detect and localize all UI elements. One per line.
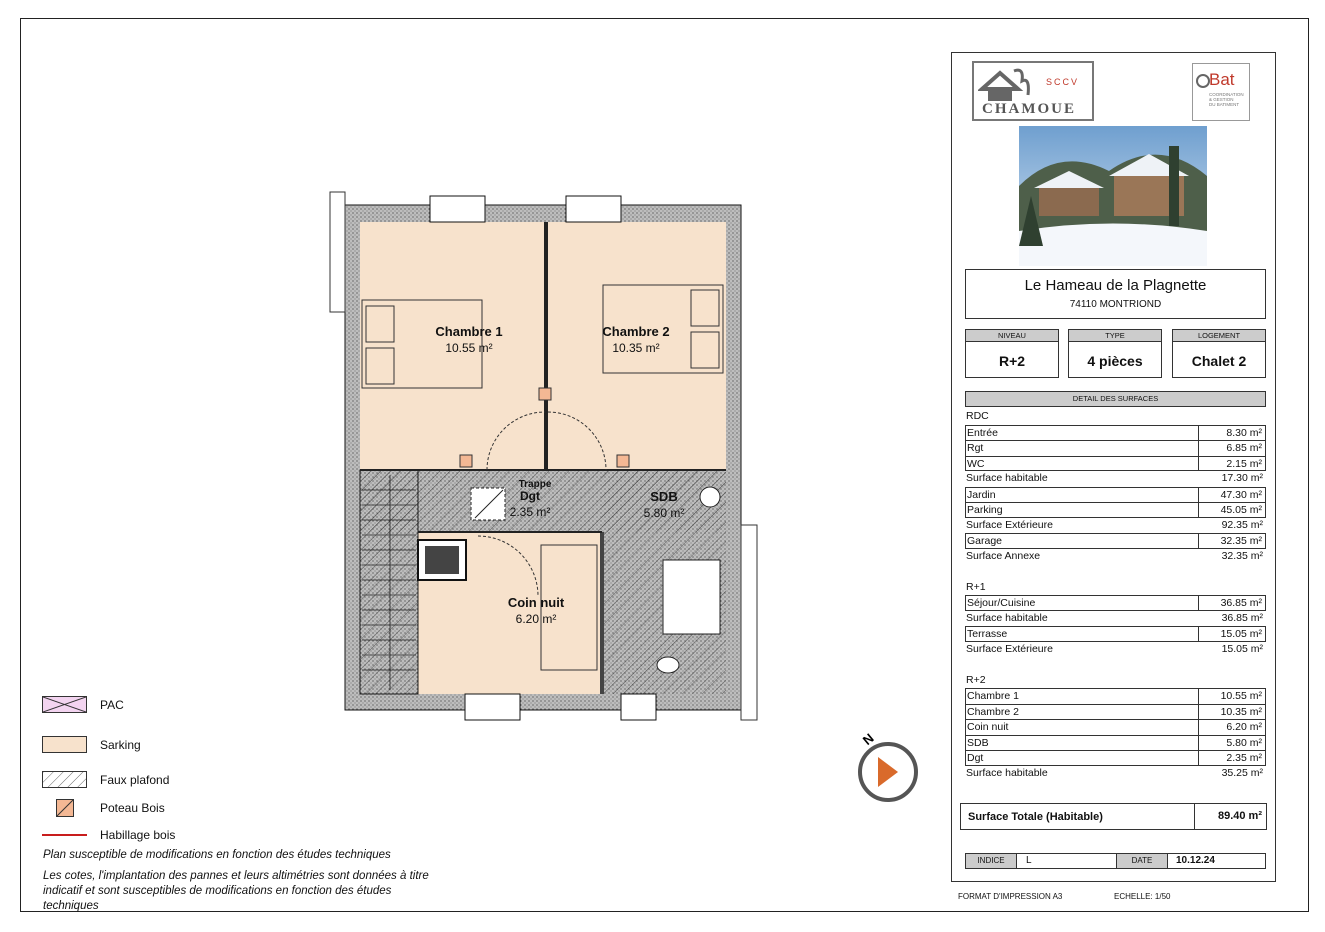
surface-row (965, 704, 1266, 720)
area-coin-nuit: 6.20 m² (515, 612, 557, 626)
house-icon (978, 65, 1038, 105)
partition-center (544, 222, 548, 470)
surface-row (965, 471, 1266, 487)
niveau-value: R+2 (998, 353, 1026, 369)
date-label: DATE (1116, 854, 1168, 868)
surface-label: Rgt (967, 442, 984, 454)
legend-item-sarking (42, 736, 141, 753)
shower (663, 560, 720, 634)
surface-row (965, 611, 1266, 627)
indice-box (965, 853, 1266, 869)
svg-text:N: N (859, 730, 877, 748)
type-value: 4 pièces (1087, 353, 1143, 369)
surface-label: Surface Annexe (966, 549, 1041, 562)
logo-sccv-text: SCCV (1046, 77, 1080, 87)
total-box (960, 803, 1267, 830)
niveau-box (965, 329, 1059, 378)
surface-row (965, 750, 1266, 766)
surface-value: 32.35 m² (1220, 535, 1262, 547)
surface-label: Parking (967, 504, 1003, 516)
surface-row (965, 425, 1266, 441)
area-chambre-1: 10.55 m² (445, 341, 493, 355)
legend-item-faux-plafond (42, 771, 169, 788)
surface-value: 32.35 m² (1221, 549, 1263, 562)
surface-row (965, 626, 1266, 642)
poteau-bois (539, 388, 551, 400)
label-dgt: Dgt (520, 489, 540, 503)
surface-label: Chambre 2 (967, 705, 1019, 718)
surface-value: 15.05 m² (1221, 642, 1263, 655)
surface-label: Terrasse (967, 628, 1008, 640)
legend-label: PAC (100, 697, 124, 712)
legend-swatch-pac (42, 696, 87, 713)
toilet (657, 657, 679, 673)
project-city: 74110 MONTRIOND (1069, 299, 1162, 310)
surface-value: 10.55 m² (1220, 690, 1262, 702)
surface-value: 6.20 m² (1226, 721, 1262, 733)
cg-mark-icon (1196, 72, 1210, 90)
surface-row (965, 719, 1266, 735)
surface-label: Surface habitable (966, 766, 1048, 779)
surface-value: 5.80 m² (1226, 736, 1262, 749)
total-value: 89.40 m² (1217, 810, 1262, 822)
legend-swatch-poteau-bois (56, 799, 74, 817)
section-title: R+1 (966, 580, 986, 593)
date-value: 10.12.24 (1176, 855, 1215, 866)
logement-value: Chalet 2 (1191, 353, 1247, 369)
logement-header: LOGEMENT (1173, 330, 1265, 342)
legend-swatch-faux-plafond (42, 771, 87, 788)
surface-label: Surface habitable (966, 611, 1048, 624)
surface-row (965, 549, 1266, 565)
label-coin-nuit: Coin nuit (507, 595, 565, 610)
total-label: Surface Totale (Habitable) (968, 811, 1103, 823)
surface-label: Séjour/Cuisine (967, 597, 1036, 609)
logo-bat-text: Bat (1209, 70, 1235, 89)
north-compass (860, 730, 916, 800)
surface-value: 47.30 m² (1220, 488, 1262, 501)
surface-value: 35.25 m² (1221, 766, 1263, 779)
legend-item-pac (42, 696, 124, 713)
surface-row (965, 518, 1266, 534)
surface-value: 45.05 m² (1220, 504, 1262, 516)
sccv-chamoue-logo (972, 61, 1094, 121)
area-chambre-2: 10.35 m² (612, 341, 660, 355)
staircase (360, 470, 418, 694)
surface-row (965, 440, 1266, 456)
section-title: RDC (966, 410, 989, 422)
note-1: Plan susceptible de modifications en fonction des études techniques (43, 849, 391, 861)
logement-box (1172, 329, 1266, 378)
surface-row (965, 502, 1266, 518)
surface-row (965, 642, 1266, 658)
section-title: R+2 (966, 673, 986, 686)
surface-label: Surface Extérieure (966, 518, 1053, 531)
surface-label: WC (967, 457, 985, 470)
surface-label: Jardin (967, 488, 996, 501)
surface-row (965, 735, 1266, 751)
project-photo (1019, 126, 1207, 266)
logo-sub-1: COORDINATION (1209, 92, 1244, 97)
surface-value: 2.35 m² (1226, 752, 1262, 764)
surface-label: Surface habitable (966, 472, 1048, 484)
surface-label: Chambre 1 (967, 690, 1019, 702)
logo-chamoue-text: CHAMOUE (982, 101, 1076, 117)
print-scale: ECHELLE: 1/50 (1114, 892, 1171, 901)
title-block (951, 52, 1276, 882)
logo-sub-3: DU BATIMENT (1209, 102, 1240, 107)
area-dgt: 2.35 m² (509, 505, 551, 519)
project-name: Le Hameau de la Plagnette (1024, 277, 1207, 294)
project-box (965, 269, 1266, 319)
surface-row (965, 595, 1266, 611)
legend-label: Poteau Bois (100, 801, 165, 815)
legend-swatch-sarking (42, 736, 87, 753)
note-2: Les cotes, l'implantation des pannes et leurs altimétries sont données à titre indicatif et sont susceptibles de modifications en fonction des études techniques (43, 870, 429, 912)
notes (43, 848, 463, 914)
legend-label: Habillage bois (100, 828, 176, 842)
surface-value: 15.05 m² (1220, 628, 1262, 640)
surface-value: 36.85 m² (1220, 597, 1262, 609)
legend-item-habillage-bois (42, 828, 175, 842)
surface-label: Surface Extérieure (966, 642, 1053, 655)
surface-value: 36.85 m² (1221, 611, 1263, 624)
partition-coin-nuit (600, 532, 604, 694)
wash-basin (700, 487, 720, 507)
surface-value: 6.85 m² (1226, 442, 1262, 454)
surface-table (965, 409, 1266, 781)
indice-label: INDICE (966, 854, 1017, 868)
surface-row (965, 533, 1266, 549)
type-header: TYPE (1069, 330, 1161, 342)
surface-label: Dgt (967, 752, 984, 764)
print-format: FORMAT D'IMPRESSION A3 (958, 892, 1063, 901)
surface-value: 17.30 m² (1221, 472, 1263, 484)
surface-label: Entrée (967, 426, 998, 439)
niveau-header: NIVEAU (966, 330, 1058, 342)
area-sdb: 5.80 m² (643, 506, 685, 520)
surface-value: 8.30 m² (1226, 426, 1262, 439)
indice-value: L (1026, 855, 1032, 866)
surface-value: 10.35 m² (1220, 705, 1262, 718)
surface-label: Coin nuit (967, 721, 1009, 733)
surface-row (965, 456, 1266, 472)
legend-label: Sarking (100, 737, 141, 752)
surface-row (965, 487, 1266, 503)
type-box (1068, 329, 1162, 378)
surface-row (965, 766, 1266, 782)
surface-label: SDB (967, 736, 989, 749)
legend-item-poteau-bois (42, 799, 165, 817)
label-chambre-2: Chambre 2 (602, 324, 670, 339)
cgbat-logo (1192, 63, 1250, 121)
legend-label: Faux plafond (100, 772, 170, 787)
surface-row (965, 688, 1266, 704)
surface-label: Garage (967, 535, 1003, 547)
surface-value: 2.15 m² (1226, 457, 1262, 470)
label-sdb: SDB (650, 489, 678, 504)
label-chambre-1: Chambre 1 (435, 324, 503, 339)
detail-header: DETAIL DES SURFACES (965, 391, 1266, 407)
surface-value: 92.35 m² (1221, 518, 1263, 531)
logo-sub-2: & GESTION (1209, 97, 1234, 102)
label-trappe: Trappe (518, 479, 552, 490)
legend-line-habillage-bois (42, 834, 87, 836)
